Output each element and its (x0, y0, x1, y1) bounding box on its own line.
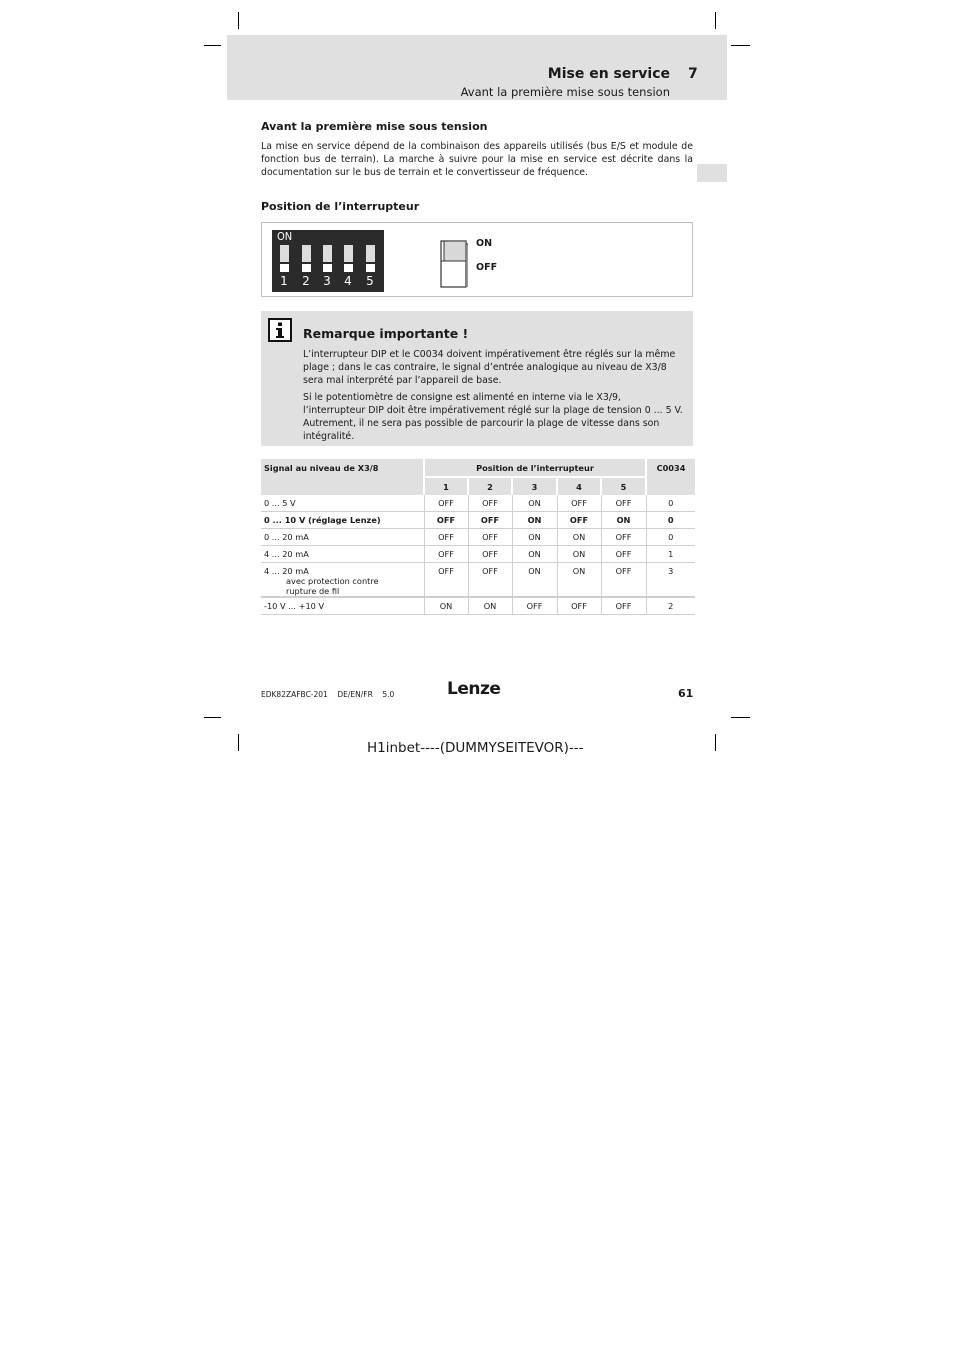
column-header-switch: 3 (512, 477, 557, 495)
page-number: 61 (678, 687, 694, 700)
switch-cell: ON (512, 495, 557, 512)
switch-cell: OFF (512, 597, 557, 615)
switch-cell: OFF (557, 597, 601, 615)
switch-cell: OFF (601, 563, 646, 598)
switch-cell: OFF (468, 512, 512, 529)
info-icon (268, 318, 292, 342)
column-header-c0034: C0034 (646, 459, 695, 495)
switch-cell: ON (601, 512, 646, 529)
switch-cell: ON (512, 563, 557, 598)
switch-cell: OFF (424, 512, 468, 529)
dip-switch-1 (280, 245, 289, 272)
dip-settings-table (261, 459, 695, 615)
switch-legend-icon (440, 240, 468, 288)
note-paragraph: L’interrupteur DIP et le C0034 doivent impérativement être réglés sur la même plage ; dans le cas contraire, le signal d’entrée analogique au niveau de X3/8 sera mal interprété par l’appareil de base. (303, 349, 676, 386)
c0034-cell: 3 (646, 563, 695, 598)
dip-number: 4 (344, 274, 352, 288)
signal-note: avec protection contre rupture de fil (286, 576, 379, 596)
switch-cell: OFF (424, 495, 468, 512)
lenze-logo: Lenze (447, 679, 501, 699)
dip-on-label: ON (277, 230, 293, 243)
switch-legend-on: ON (476, 238, 493, 249)
section-paragraph: La mise en service dépend de la combinaison des appareils utilisés (bus E/S et module de fonction bus de terrain). La marche à suivre pour la mise en service est décrite dans la documentation sur le bus de terrain et le convertisseur de fréquence. (261, 141, 693, 178)
switch-cell: ON (557, 563, 601, 598)
switch-cell: ON (468, 597, 512, 615)
crop-mark (731, 717, 750, 718)
c0034-cell: 2 (646, 597, 695, 615)
switch-cell: ON (557, 529, 601, 546)
signal-cell: 0 ... 5 V (261, 495, 424, 512)
table-row (261, 512, 695, 529)
crop-mark (204, 717, 221, 718)
dip-number: 3 (323, 274, 331, 288)
crop-mark (204, 45, 221, 46)
table-row (261, 563, 695, 598)
c0034-cell: 0 (646, 529, 695, 546)
switch-cell: ON (424, 597, 468, 615)
document-code: EDK82ZAFBC-201 DE/EN/FR 5.0 (261, 690, 395, 699)
switch-cell: OFF (424, 529, 468, 546)
switch-cell: OFF (601, 495, 646, 512)
chapter-subtitle: Avant la première mise sous tension (460, 85, 670, 99)
crop-mark (238, 12, 239, 29)
column-header-signal: Signal au niveau de X3/8 (261, 459, 424, 495)
switch-cell: ON (512, 546, 557, 563)
dip-switch-3 (323, 245, 332, 272)
switch-cell: OFF (557, 495, 601, 512)
column-header-switch: 4 (557, 477, 601, 495)
chapter-title: Mise en service (547, 66, 670, 82)
table-row (261, 546, 695, 563)
switch-cell: OFF (468, 495, 512, 512)
column-header-position: Position de l’interrupteur (424, 459, 646, 477)
section-heading: Position de l’interrupteur (261, 200, 420, 213)
switch-cell: ON (512, 512, 557, 529)
switch-cell: ON (512, 529, 557, 546)
c0034-cell: 0 (646, 495, 695, 512)
switch-cell: OFF (424, 563, 468, 598)
chapter-side-tab (697, 164, 727, 182)
dip-switch-block (272, 230, 384, 292)
bottom-marker-text: H1inbet----(DUMMYSEITEVOR)--- (367, 740, 584, 756)
signal-cell: 4 ... 20 mA (261, 546, 424, 563)
column-header-switch: 1 (424, 477, 468, 495)
dip-number: 1 (280, 274, 288, 288)
dip-switch-2 (302, 245, 311, 272)
switch-cell: OFF (468, 563, 512, 598)
signal-cell: -10 V ... +10 V (261, 597, 424, 615)
switch-cell: OFF (424, 546, 468, 563)
dip-switch-5 (366, 245, 375, 272)
chapter-number: 7 (688, 66, 698, 82)
c0034-cell: 0 (646, 512, 695, 529)
crop-mark (731, 45, 750, 46)
switch-cell: ON (557, 546, 601, 563)
table-row (261, 529, 695, 546)
note-title: Remarque importante ! (303, 326, 469, 341)
table-row (261, 495, 695, 512)
switch-cell: OFF (468, 546, 512, 563)
signal-cell (261, 563, 424, 598)
crop-mark (715, 734, 716, 751)
signal-text: 4 ... 20 mA (264, 566, 309, 576)
dip-switch-4 (344, 245, 353, 272)
column-header-switch: 5 (601, 477, 646, 495)
table-row (261, 597, 695, 615)
c0034-cell: 1 (646, 546, 695, 563)
switch-cell: OFF (601, 546, 646, 563)
switch-cell: OFF (601, 529, 646, 546)
switch-cell: OFF (468, 529, 512, 546)
switch-cell: OFF (557, 512, 601, 529)
crop-mark (238, 734, 239, 751)
column-header-switch: 2 (468, 477, 512, 495)
signal-cell: 0 ... 20 mA (261, 529, 424, 546)
section-heading: Avant la première mise sous tension (261, 120, 488, 133)
switch-legend-off: OFF (476, 262, 498, 273)
note-paragraph: Si le potentiomètre de consigne est alimenté en interne via le X3/9, l’interrupteur DIP doit être impérativement réglé sur la plage de tension 0 ... 5 V. Autrement, il ne sera pas possible de parcourir la plage de vitesse dans son intégralité. (303, 392, 683, 442)
dip-number: 2 (302, 274, 310, 288)
crop-mark (715, 12, 716, 29)
switch-cell: OFF (601, 597, 646, 615)
signal-cell: 0 ... 10 V (réglage Lenze) (261, 512, 424, 529)
dip-number: 5 (366, 274, 374, 288)
